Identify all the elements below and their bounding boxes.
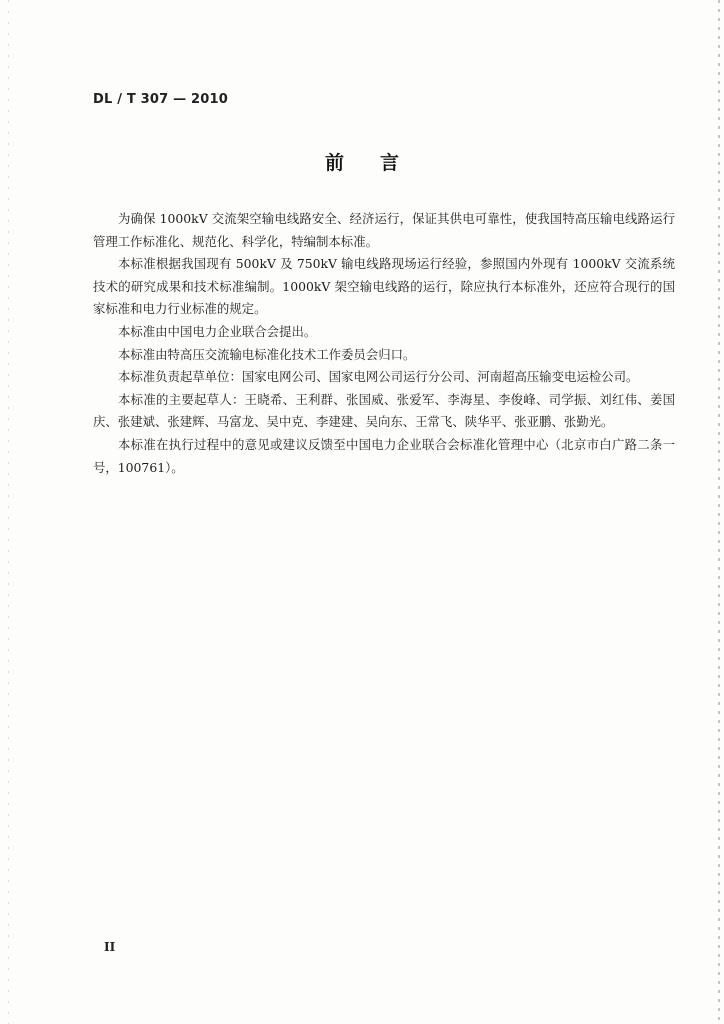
paragraph-drafting-units: 本标准负责起草单位：国家电网公司、国家电网公司运行分公司、河南超高压输变电运检公司。	[118, 369, 639, 385]
paragraph-feedback: 本标准在执行过程中的意见或建议反馈至中国电力企业联合会标准化管理中心（北京市白广路二条一号，100761）。	[93, 436, 675, 475]
paragraph-basis: 本标准根据我国现有 500kV 及 750kV 输电线路现场运行经验，参照国内外现有 1000kV 交流系统技术的研究成果和技术标准编制。1000kV 架空输电线路的运行，除应执行本标准外，还应符合现行的国家标准和电力行业标准的规定。	[93, 256, 675, 317]
foreword-body	[93, 208, 675, 479]
page-title: 前言	[324, 152, 435, 174]
standard-code: DL / T 307 — 2010	[93, 92, 229, 107]
paragraph-centralized: 本标准由特高压交流输电标准化技术工作委员会归口。	[118, 346, 416, 362]
paragraph-purpose: 为确保 1000kV 交流架空输电线路安全、经济运行，保证其供电可靠性，使我国特高压输电线路运行管理工作标准化、规范化、科学化，特编制本标准。	[93, 211, 675, 249]
paragraph-proposer: 本标准由中国电力企业联合会提出。	[118, 323, 317, 339]
paragraph-drafters: 本标准的主要起草人：王晓希、王利群、张国威、张爱军、李海星、李俊峰、司学振、刘红伟、姜国庆、张建斌、张建辉、马富龙、吴中克、李建建、吴向东、王常飞、陕华平、张亚鹏、张勤光。	[93, 391, 675, 430]
page-number: II	[104, 940, 116, 954]
